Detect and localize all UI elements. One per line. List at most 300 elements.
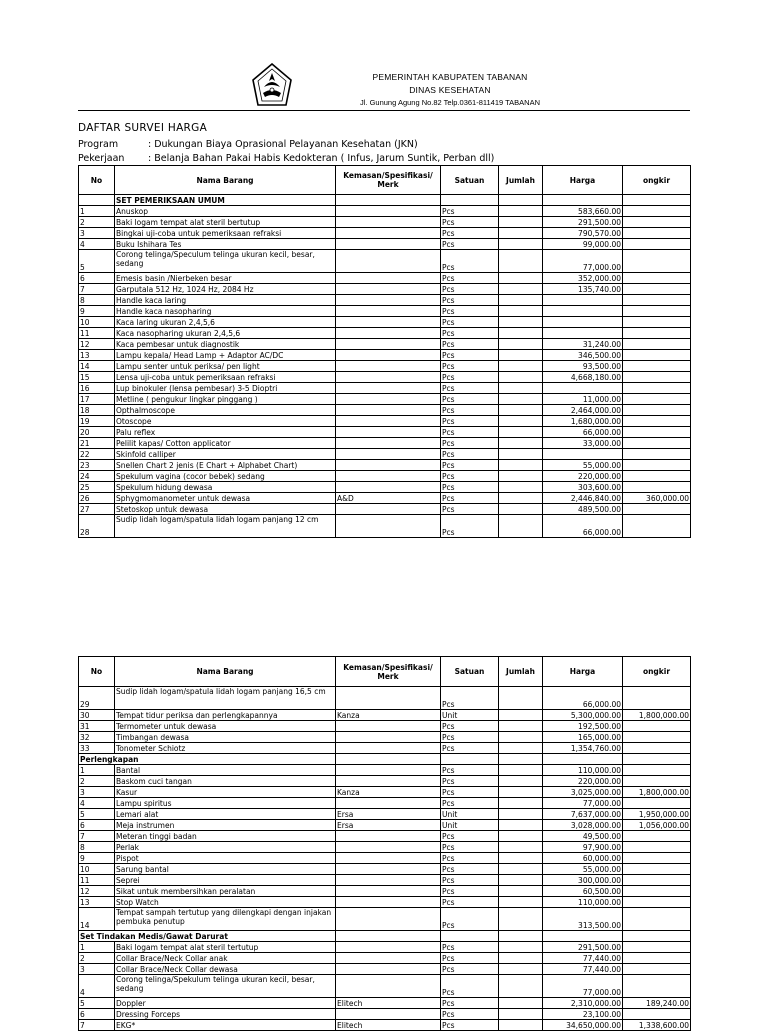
cell-jumlah (499, 306, 543, 317)
cell-jumlah (499, 1020, 543, 1031)
cell-nama-barang: Spekulum hidung dewasa (115, 482, 336, 493)
cell-harga: 2,310,000.00 (543, 998, 623, 1009)
cell-ongkir (623, 460, 691, 471)
cell-harga: 110,000.00 (543, 897, 623, 908)
cell-harga (543, 317, 623, 328)
cell-jumlah (499, 942, 543, 953)
cell-ongkir (623, 361, 691, 372)
cell-harga: 220,000.00 (543, 776, 623, 787)
cell-harga: 1,680,000.00 (543, 416, 623, 427)
cell-harga: 31,240.00 (543, 339, 623, 350)
table-row (79, 886, 691, 897)
cell-satuan: Pcs (441, 504, 499, 515)
header-divider (78, 110, 690, 111)
tabanan-crest-logo (251, 63, 293, 107)
cell-harga: 49,500.00 (543, 831, 623, 842)
cell-kemasan (336, 273, 441, 284)
cell-kemasan: Kanza (336, 710, 441, 721)
table-row (79, 504, 691, 515)
cell-no: 18 (79, 405, 115, 416)
cell-harga: 192,500.00 (543, 721, 623, 732)
cell-nama-barang: Sudip lidah logam/spatula lidah logam panjang 16,5 cm (115, 687, 336, 710)
cell-nama-barang: Baskom cuci tangan (115, 776, 336, 787)
cell-jumlah (499, 975, 543, 998)
section-row (79, 931, 691, 942)
cell-ongkir (623, 383, 691, 394)
cell-jumlah (499, 787, 543, 798)
cell-ongkir (623, 250, 691, 273)
cell-satuan: Pcs (441, 831, 499, 842)
table-row (79, 339, 691, 350)
cell-no: 16 (79, 383, 115, 394)
cell-satuan: Unit (441, 809, 499, 820)
cell-nama-barang: Buku Ishihara Tes (115, 239, 336, 250)
cell-kemasan (336, 295, 441, 306)
cell-nama-barang: Lampu kepala/ Head Lamp + Adaptor AC/DC (115, 350, 336, 361)
cell-satuan: Pcs (441, 732, 499, 743)
table-row (79, 953, 691, 964)
table-row (79, 438, 691, 449)
cell-satuan: Pcs (441, 239, 499, 250)
cell-nama-barang: Bingkai uji-coba untuk pemeriksaan refraksi (115, 228, 336, 239)
cell-ongkir: 360,000.00 (623, 493, 691, 504)
cell-harga: 110,000.00 (543, 765, 623, 776)
cell-no: 7 (79, 284, 115, 295)
cell-jumlah (499, 350, 543, 361)
table-row (79, 942, 691, 953)
cell-nama-barang: Kaca nasopharing ukuran 2,4,5,6 (115, 328, 336, 339)
section-title: Set Tindakan Medis/Gawat Darurat (79, 931, 336, 942)
cell-satuan: Pcs (441, 493, 499, 504)
cell-ongkir (623, 853, 691, 864)
cell-harga: 291,500.00 (543, 942, 623, 953)
cell-ongkir (623, 394, 691, 405)
cell-ongkir (623, 405, 691, 416)
table-row (79, 908, 691, 931)
cell-kemasan (336, 195, 441, 206)
cell-harga: 77,000.00 (543, 798, 623, 809)
cell-no: 31 (79, 721, 115, 732)
cell-kemasan (336, 339, 441, 350)
cell-harga: 303,600.00 (543, 482, 623, 493)
cell-nama-barang: Sikat untuk membersihkan peralatan (115, 886, 336, 897)
cell-satuan: Pcs (441, 350, 499, 361)
cell-satuan: Pcs (441, 295, 499, 306)
cell-jumlah (499, 383, 543, 394)
cell-jumlah (499, 897, 543, 908)
header-address: Jl. Gunung Agung No.82 Telp.0361-811419 TABANAN (360, 98, 540, 107)
cell-kemasan (336, 853, 441, 864)
table-row (79, 1020, 691, 1031)
cell-satuan: Pcs (441, 328, 499, 339)
col-no: No (79, 166, 115, 195)
cell-jumlah (499, 284, 543, 295)
cell-ongkir (623, 1009, 691, 1020)
cell-nama-barang: Seprei (115, 875, 336, 886)
cell-ongkir (623, 295, 691, 306)
cell-no: 12 (79, 339, 115, 350)
cell-no: 1 (79, 765, 115, 776)
cell-jumlah (499, 394, 543, 405)
cell-kemasan (336, 908, 441, 931)
cell-jumlah (499, 361, 543, 372)
cell-ongkir (623, 284, 691, 295)
cell-satuan: Pcs (441, 228, 499, 239)
cell-kemasan (336, 372, 441, 383)
cell-no: 10 (79, 864, 115, 875)
cell-kemasan (336, 206, 441, 217)
cell-harga: 66,000.00 (543, 515, 623, 538)
cell-jumlah (499, 687, 543, 710)
cell-ongkir: 189,240.00 (623, 998, 691, 1009)
pekerjaan-value: : Belanja Bahan Pakai Habis Kedokteran ( Infus, Jarum Suntik, Perban dll) (148, 153, 495, 164)
table-row (79, 798, 691, 809)
cell-nama-barang: Baki logam tempat alat steril tertutup (115, 942, 336, 953)
cell-no: 29 (79, 687, 115, 710)
cell-kemasan (336, 964, 441, 975)
cell-harga: 346,500.00 (543, 350, 623, 361)
cell-jumlah (499, 1009, 543, 1020)
cell-no: 2 (79, 776, 115, 787)
cell-satuan: Pcs (441, 975, 499, 998)
cell-nama-barang: Perlak (115, 842, 336, 853)
cell-nama-barang: Lup binokuler (lensa pembesar) 3-5 Dioptri (115, 383, 336, 394)
cell-kemasan (336, 449, 441, 460)
table-row (79, 964, 691, 975)
cell-no: 14 (79, 908, 115, 931)
cell-jumlah (499, 721, 543, 732)
cell-ongkir (623, 942, 691, 953)
cell-jumlah (499, 438, 543, 449)
header-department: DINAS KESEHATAN (409, 85, 491, 95)
cell-ongkir (623, 482, 691, 493)
cell-no: 7 (79, 1020, 115, 1031)
cell-no: 26 (79, 493, 115, 504)
cell-satuan: Pcs (441, 284, 499, 295)
cell-kemasan (336, 875, 441, 886)
cell-nama-barang: Sphygmomanometer untuk dewasa (115, 493, 336, 504)
cell-kemasan (336, 842, 441, 853)
cell-satuan: Pcs (441, 776, 499, 787)
table-row (79, 460, 691, 471)
price-survey-table-2 (78, 656, 691, 1031)
cell-nama-barang: Otoscope (115, 416, 336, 427)
cell-ongkir (623, 416, 691, 427)
cell-kemasan (336, 250, 441, 273)
cell-satuan: Pcs (441, 217, 499, 228)
col-jumlah: Jumlah (499, 166, 543, 195)
cell-jumlah (499, 449, 543, 460)
cell-harga: 165,000.00 (543, 732, 623, 743)
table-row (79, 975, 691, 998)
table-row (79, 493, 691, 504)
cell-harga: 55,000.00 (543, 864, 623, 875)
cell-no: 22 (79, 449, 115, 460)
section-row (79, 754, 691, 765)
cell-kemasan (336, 361, 441, 372)
cell-harga: 300,000.00 (543, 875, 623, 886)
cell-satuan: Pcs (441, 998, 499, 1009)
cell-ongkir (623, 975, 691, 998)
cell-no: 20 (79, 427, 115, 438)
cell-no: 13 (79, 897, 115, 908)
cell-harga: 5,300,000.00 (543, 710, 623, 721)
cell-kemasan (336, 394, 441, 405)
cell-jumlah (499, 372, 543, 383)
cell-jumlah (499, 273, 543, 284)
cell-kemasan (336, 886, 441, 897)
cell-harga: 7,637,000.00 (543, 809, 623, 820)
cell-harga: 99,000.00 (543, 239, 623, 250)
cell-harga: 3,025,000.00 (543, 787, 623, 798)
cell-nama-barang: Opthalmoscope (115, 405, 336, 416)
cell-nama-barang: Lemari alat (115, 809, 336, 820)
cell-nama-barang: Collar Brace/Neck Collar anak (115, 953, 336, 964)
cell-satuan: Pcs (441, 383, 499, 394)
cell-jumlah (499, 831, 543, 842)
col-harga: Harga (543, 657, 623, 687)
table-row (79, 842, 691, 853)
cell-ongkir (623, 687, 691, 710)
pekerjaan-label: Pekerjaan (78, 153, 125, 164)
cell-kemasan (336, 383, 441, 394)
cell-no: 10 (79, 317, 115, 328)
cell-kemasan (336, 743, 441, 754)
cell-jumlah (499, 710, 543, 721)
col-satuan: Satuan (441, 166, 499, 195)
cell-ongkir (623, 217, 691, 228)
cell-satuan (441, 195, 499, 206)
table-row (79, 372, 691, 383)
cell-harga: 1,354,760.00 (543, 743, 623, 754)
cell-no: 7 (79, 831, 115, 842)
table-row (79, 206, 691, 217)
cell-jumlah (499, 953, 543, 964)
cell-kemasan (336, 427, 441, 438)
cell-jumlah (499, 864, 543, 875)
cell-no: 25 (79, 482, 115, 493)
cell-no: 33 (79, 743, 115, 754)
cell-kemasan (336, 228, 441, 239)
cell-harga: 77,000.00 (543, 250, 623, 273)
cell-no: 6 (79, 1009, 115, 1020)
cell-jumlah (499, 471, 543, 482)
cell-harga (543, 306, 623, 317)
cell-harga: 66,000.00 (543, 427, 623, 438)
section-row (79, 195, 691, 206)
cell-jumlah (499, 515, 543, 538)
col-satuan: Satuan (441, 657, 499, 687)
cell-harga: 11,000.00 (543, 394, 623, 405)
cell-no: 9 (79, 306, 115, 317)
table-row (79, 284, 691, 295)
cell-kemasan (336, 460, 441, 471)
col-nama-barang: Nama Barang (115, 166, 336, 195)
table-row (79, 317, 691, 328)
cell-satuan: Pcs (441, 798, 499, 809)
table-row (79, 350, 691, 361)
cell-no: 8 (79, 295, 115, 306)
cell-satuan: Pcs (441, 864, 499, 875)
cell-kemasan: Ersa (336, 809, 441, 820)
cell-satuan: Pcs (441, 471, 499, 482)
cell-jumlah (499, 842, 543, 853)
cell-harga: 33,000.00 (543, 438, 623, 449)
table-row (79, 471, 691, 482)
col-nama-barang: Nama Barang (115, 657, 336, 687)
cell-nama-barang: Tonometer Schiotz (115, 743, 336, 754)
cell-ongkir: 1,800,000.00 (623, 710, 691, 721)
cell-satuan: Pcs (441, 394, 499, 405)
cell-satuan: Pcs (441, 460, 499, 471)
cell-ongkir (623, 427, 691, 438)
cell-satuan: Pcs (441, 416, 499, 427)
cell-satuan: Pcs (441, 482, 499, 493)
cell-nama-barang: Tempat sampah tertutup yang dilengkapi dengan injakan pembuka penutup (115, 908, 336, 931)
cell-nama-barang: Termometer untuk dewasa (115, 721, 336, 732)
cell-no: 4 (79, 975, 115, 998)
price-survey-table-1 (78, 165, 691, 538)
cell-satuan: Pcs (441, 853, 499, 864)
cell-nama-barang: Pispot (115, 853, 336, 864)
col-jumlah: Jumlah (499, 657, 543, 687)
cell-ongkir (623, 798, 691, 809)
cell-jumlah (499, 427, 543, 438)
cell-jumlah (499, 239, 543, 250)
table-row (79, 820, 691, 831)
program-line (78, 139, 418, 150)
cell-nama-barang: Meja instrumen (115, 820, 336, 831)
cell-ongkir (623, 195, 691, 206)
document-title: DAFTAR SURVEI HARGA (78, 122, 208, 134)
cell-jumlah (499, 886, 543, 897)
cell-harga (543, 754, 623, 765)
cell-ongkir (623, 372, 691, 383)
cell-harga (543, 383, 623, 394)
cell-ongkir (623, 721, 691, 732)
cell-jumlah (499, 317, 543, 328)
cell-harga: 34,650,000.00 (543, 1020, 623, 1031)
cell-kemasan (336, 942, 441, 953)
col-ongkir: ongkir (623, 657, 691, 687)
cell-kemasan (336, 953, 441, 964)
cell-satuan: Pcs (441, 743, 499, 754)
cell-nama-barang: Corong telinga/Spekulum telinga ukuran kecil, besar, sedang (115, 975, 336, 998)
cell-harga: 489,500.00 (543, 504, 623, 515)
table-row (79, 897, 691, 908)
table-row (79, 853, 691, 864)
cell-satuan: Pcs (441, 1020, 499, 1031)
program-value: : Dukungan Biaya Oprasional Pelayanan Kesehatan (JKN) (148, 139, 418, 150)
cell-nama-barang: Emesis basin /Nierbeken besar (115, 273, 336, 284)
cell-satuan: Pcs (441, 361, 499, 372)
cell-no: 15 (79, 372, 115, 383)
cell-satuan: Pcs (441, 908, 499, 931)
cell-no: 30 (79, 710, 115, 721)
cell-ongkir: 1,800,000.00 (623, 787, 691, 798)
table-row (79, 405, 691, 416)
cell-nama-barang: Sudip lidah logam/spatula lidah logam panjang 12 cm (115, 515, 336, 538)
cell-harga: 352,000.00 (543, 273, 623, 284)
cell-satuan (441, 754, 499, 765)
cell-satuan: Pcs (441, 787, 499, 798)
cell-jumlah (499, 809, 543, 820)
cell-no: 13 (79, 350, 115, 361)
cell-ongkir (623, 317, 691, 328)
cell-harga: 291,500.00 (543, 217, 623, 228)
cell-satuan: Pcs (441, 273, 499, 284)
cell-harga: 77,000.00 (543, 975, 623, 998)
cell-kemasan (336, 239, 441, 250)
cell-no: 12 (79, 886, 115, 897)
cell-jumlah (499, 908, 543, 931)
cell-satuan: Pcs (441, 405, 499, 416)
cell-jumlah (499, 743, 543, 754)
cell-kemasan (336, 471, 441, 482)
table-row (79, 765, 691, 776)
cell-satuan: Pcs (441, 515, 499, 538)
cell-ongkir (623, 754, 691, 765)
col-ongkir: ongkir (623, 166, 691, 195)
cell-jumlah (499, 482, 543, 493)
cell-kemasan (336, 284, 441, 295)
cell-ongkir (623, 339, 691, 350)
cell-kemasan (336, 897, 441, 908)
cell-nama-barang: Baki logam tempat alat steril bertutup (115, 217, 336, 228)
cell-no: 2 (79, 217, 115, 228)
table-header-row (79, 166, 691, 195)
cell-harga: 60,500.00 (543, 886, 623, 897)
cell-harga: 135,740.00 (543, 284, 623, 295)
cell-harga: 77,440.00 (543, 964, 623, 975)
cell-kemasan: Elitech (336, 1020, 441, 1031)
table-row (79, 239, 691, 250)
table-row (79, 732, 691, 743)
table-row (79, 482, 691, 493)
cell-nama-barang: Stop Watch (115, 897, 336, 908)
cell-jumlah (499, 195, 543, 206)
cell-nama-barang: Doppler (115, 998, 336, 1009)
cell-jumlah (499, 416, 543, 427)
cell-kemasan (336, 405, 441, 416)
cell-no: 23 (79, 460, 115, 471)
cell-satuan: Unit (441, 820, 499, 831)
cell-harga: 3,028,000.00 (543, 820, 623, 831)
cell-harga: 220,000.00 (543, 471, 623, 482)
col-kemasan: Kemasan/Spesifikasi/ Merk (336, 657, 441, 687)
cell-kemasan: Ersa (336, 820, 441, 831)
table-row (79, 721, 691, 732)
cell-jumlah (499, 295, 543, 306)
cell-ongkir (623, 449, 691, 460)
cell-nama-barang: Spekulum vagina (cocor bebek) sedang (115, 471, 336, 482)
cell-kemasan (336, 328, 441, 339)
table-row (79, 273, 691, 284)
cell-satuan: Pcs (441, 317, 499, 328)
cell-satuan: Pcs (441, 765, 499, 776)
cell-harga: 55,000.00 (543, 460, 623, 471)
cell-nama-barang: Timbangan dewasa (115, 732, 336, 743)
cell-nama-barang: Meteran tinggi badan (115, 831, 336, 842)
cell-kemasan (336, 306, 441, 317)
cell-nama-barang: Metline ( pengukur lingkar pinggang ) (115, 394, 336, 405)
section-title: SET PEMERIKSAAN UMUM (115, 195, 336, 206)
cell-no: 32 (79, 732, 115, 743)
cell-satuan: Pcs (441, 687, 499, 710)
cell-nama-barang: Bantal (115, 765, 336, 776)
cell-no: 6 (79, 273, 115, 284)
cell-ongkir (623, 864, 691, 875)
